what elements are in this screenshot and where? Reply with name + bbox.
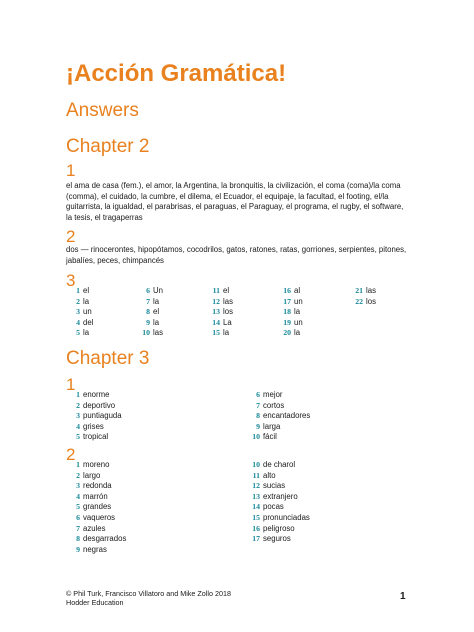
answer-text: alto bbox=[263, 470, 276, 480]
answer-text: deportivo bbox=[83, 400, 116, 410]
answer-text: extranjero bbox=[263, 491, 298, 501]
answer-number: 17 bbox=[283, 296, 291, 306]
ch3-exercise-2-number: 2 bbox=[66, 445, 76, 464]
answer-text: la bbox=[294, 328, 301, 338]
answer-text: sucias bbox=[263, 481, 286, 491]
answer-number: 8 bbox=[256, 411, 260, 421]
answer-text: grises bbox=[83, 421, 104, 431]
answer-number: 10 bbox=[252, 460, 260, 469]
answer-number: 3 bbox=[76, 481, 80, 491]
answer-item bbox=[66, 502, 126, 513]
answer-item bbox=[66, 297, 93, 308]
answer-number: 1 bbox=[76, 390, 80, 399]
answer-item bbox=[66, 492, 126, 503]
answer-number: 8 bbox=[76, 534, 80, 544]
answer-text: un bbox=[294, 317, 303, 327]
answer-item bbox=[136, 297, 163, 308]
answer-number: 5 bbox=[76, 432, 80, 442]
answer-item bbox=[66, 534, 126, 545]
ch2-exercise-2-number: 2 bbox=[66, 227, 76, 246]
ch2-ex3-column bbox=[206, 286, 233, 339]
answer-item bbox=[66, 318, 93, 329]
answer-number: 2 bbox=[76, 400, 80, 410]
answer-item bbox=[246, 492, 310, 503]
answer-item bbox=[66, 411, 122, 422]
answer-number: 22 bbox=[355, 296, 363, 306]
answer-text: desgarrados bbox=[83, 534, 127, 544]
answer-text: azules bbox=[83, 523, 106, 533]
answer-text: el bbox=[223, 286, 230, 295]
answer-number: 14 bbox=[212, 317, 220, 327]
answer-text: el bbox=[83, 286, 90, 295]
answer-text: La bbox=[223, 317, 232, 327]
answer-item bbox=[66, 545, 126, 556]
ch2-exercise-3-answers bbox=[66, 286, 406, 342]
answer-number: 4 bbox=[76, 491, 80, 501]
page-number: 1 bbox=[400, 591, 406, 602]
answer-item bbox=[136, 286, 163, 297]
answer-item bbox=[246, 481, 310, 492]
answer-item bbox=[66, 422, 122, 433]
answer-item bbox=[277, 328, 303, 339]
answer-item bbox=[206, 318, 233, 329]
answer-text: vaqueros bbox=[83, 512, 116, 522]
answer-text: la bbox=[153, 296, 160, 306]
ch2-ex3-column bbox=[136, 286, 163, 339]
answer-text: los bbox=[366, 296, 376, 306]
answer-item bbox=[66, 328, 93, 339]
answer-item bbox=[246, 390, 310, 401]
answer-number: 9 bbox=[146, 317, 150, 327]
answer-number: 18 bbox=[283, 307, 291, 317]
ch2-exercise-1-answer: el ama de casa (fem.), el amor, la Argentina, la bronquitis, la civilización, el coma (coma)/la coma (comma), el cuidado, la cumbre, el dilema, el Ecuador, el equipaje, la facultad, el footing, el/la guitarrista, la igualdad, el parabrisas, el paraguas, el Paraguay, el programa, el rugby, el software, la tesis, el tragaperras bbox=[66, 181, 404, 222]
answer-number: 7 bbox=[146, 296, 150, 306]
answer-number: 20 bbox=[283, 328, 291, 338]
answer-item bbox=[277, 286, 303, 297]
answer-text: los bbox=[223, 307, 233, 317]
answer-number: 7 bbox=[256, 400, 260, 410]
answer-item bbox=[66, 286, 93, 297]
ch3-ex1-column bbox=[246, 390, 310, 443]
answer-number: 14 bbox=[252, 502, 260, 512]
answer-text: pocas bbox=[263, 502, 284, 512]
ch3-ex2-column bbox=[246, 460, 310, 545]
answer-item bbox=[277, 318, 303, 329]
answer-number: 6 bbox=[256, 390, 260, 399]
answer-item bbox=[206, 328, 233, 339]
answer-item bbox=[246, 401, 310, 412]
answer-text: las bbox=[223, 296, 233, 306]
answer-number: 3 bbox=[76, 411, 80, 421]
answer-text: Un bbox=[153, 286, 163, 295]
answer-text: la bbox=[294, 307, 301, 317]
answer-number: 5 bbox=[76, 502, 80, 512]
answer-number: 2 bbox=[76, 296, 80, 306]
answer-item bbox=[277, 307, 303, 318]
answer-number: 1 bbox=[76, 460, 80, 469]
chapter-2-heading: Chapter 2 bbox=[66, 136, 150, 157]
answer-number: 9 bbox=[76, 544, 80, 554]
answer-number: 19 bbox=[283, 317, 291, 327]
answer-item bbox=[246, 432, 310, 443]
answer-number: 11 bbox=[252, 470, 260, 480]
answer-number: 17 bbox=[252, 534, 260, 544]
answer-number: 4 bbox=[76, 421, 80, 431]
footer bbox=[66, 589, 231, 607]
answer-text: negras bbox=[83, 544, 107, 554]
answer-item bbox=[66, 513, 126, 524]
answer-item bbox=[246, 460, 310, 471]
answer-text: tropical bbox=[83, 432, 109, 442]
answer-item bbox=[66, 481, 126, 492]
ch2-ex3-column bbox=[277, 286, 303, 339]
ch2-exercise-2-answer: dos — rinocerontes, hipopótamos, cocodrilos, gatos, ratones, ratas, gorriones, serpientes, pitones, jabalíes, peces, chimpancés bbox=[66, 245, 407, 265]
answer-item bbox=[66, 471, 126, 482]
answer-text: puntiaguda bbox=[83, 411, 122, 421]
answer-item bbox=[206, 286, 233, 297]
copyright-line: © Phil Turk, Francisco Villatoro and Mike Zollo 2018 bbox=[66, 589, 231, 598]
answer-text: marrón bbox=[83, 491, 108, 501]
ch3-exercise-1-number: 1 bbox=[66, 375, 76, 394]
answer-item bbox=[246, 524, 310, 535]
answer-item bbox=[136, 318, 163, 329]
answer-number: 12 bbox=[252, 481, 260, 491]
answer-number: 7 bbox=[76, 523, 80, 533]
ch2-exercise-3-number: 3 bbox=[66, 271, 76, 290]
answer-item bbox=[246, 422, 310, 433]
answer-text: pronunciadas bbox=[263, 512, 310, 522]
page-title: ¡Acción Gramática! bbox=[66, 60, 287, 87]
answer-text: enorme bbox=[83, 390, 110, 399]
answer-number: 6 bbox=[76, 512, 80, 522]
answer-text: mejor bbox=[263, 390, 283, 399]
answer-text: al bbox=[294, 286, 301, 295]
answer-number: 5 bbox=[76, 328, 80, 338]
answer-text: seguros bbox=[263, 534, 291, 544]
answer-number: 16 bbox=[283, 286, 291, 295]
answer-number: 1 bbox=[76, 286, 80, 295]
answer-item bbox=[246, 471, 310, 482]
answer-text: moreno bbox=[83, 460, 110, 469]
answer-number: 11 bbox=[212, 286, 220, 295]
answer-number: 21 bbox=[355, 286, 363, 295]
answer-text: un bbox=[294, 296, 303, 306]
answer-text: largo bbox=[83, 470, 101, 480]
answer-number: 4 bbox=[76, 317, 80, 327]
answer-item bbox=[66, 524, 126, 535]
answer-text: de charol bbox=[263, 460, 296, 469]
answer-number: 9 bbox=[256, 421, 260, 431]
answer-text: las bbox=[366, 286, 376, 295]
answer-text: cortos bbox=[263, 400, 285, 410]
ch3-ex2-column bbox=[66, 460, 126, 555]
answer-number: 12 bbox=[212, 296, 220, 306]
answer-item bbox=[246, 411, 310, 422]
answer-text: grandes bbox=[83, 502, 112, 512]
answer-text: encantadores bbox=[263, 411, 311, 421]
answer-item bbox=[66, 460, 126, 471]
answer-text: larga bbox=[263, 421, 281, 431]
answer-number: 15 bbox=[212, 328, 220, 338]
answer-item bbox=[66, 432, 122, 443]
answer-text: la bbox=[83, 296, 90, 306]
publisher-line: Hodder Education bbox=[66, 598, 124, 607]
ch2-exercise-1-number: 1 bbox=[66, 161, 76, 180]
answer-number: 6 bbox=[146, 286, 150, 295]
answer-item bbox=[66, 390, 122, 401]
answer-number: 3 bbox=[76, 307, 80, 317]
answer-number: 13 bbox=[212, 307, 220, 317]
answer-number: 13 bbox=[252, 491, 260, 501]
answer-item bbox=[349, 286, 376, 297]
answer-item bbox=[66, 401, 122, 412]
answer-text: peligroso bbox=[263, 523, 295, 533]
answer-text: un bbox=[83, 307, 92, 317]
answer-item bbox=[206, 307, 233, 318]
answer-item bbox=[136, 328, 163, 339]
answer-item bbox=[349, 297, 376, 308]
answer-number: 10 bbox=[142, 328, 150, 338]
answer-number: 16 bbox=[252, 523, 260, 533]
answer-item bbox=[246, 513, 310, 524]
answer-item bbox=[246, 502, 310, 513]
ch2-ex3-column bbox=[66, 286, 93, 339]
answer-item bbox=[66, 307, 93, 318]
answer-text: la bbox=[153, 317, 160, 327]
answers-heading: Answers bbox=[66, 100, 139, 121]
answer-number: 15 bbox=[252, 512, 260, 522]
answer-item bbox=[136, 307, 163, 318]
ch3-exercise-1-answers bbox=[66, 390, 406, 446]
answer-item bbox=[246, 534, 310, 545]
answer-text: las bbox=[153, 328, 163, 338]
ch2-ex3-column bbox=[349, 286, 376, 307]
answer-text: redonda bbox=[83, 481, 112, 491]
chapter-3-heading: Chapter 3 bbox=[66, 348, 150, 369]
answer-number: 8 bbox=[146, 307, 150, 317]
answer-number: 10 bbox=[252, 432, 260, 442]
ch3-ex1-column bbox=[66, 390, 122, 443]
answer-text: la bbox=[83, 328, 90, 338]
answer-text: del bbox=[83, 317, 94, 327]
answer-number: 2 bbox=[76, 470, 80, 480]
answer-text: la bbox=[223, 328, 230, 338]
answer-item bbox=[206, 297, 233, 308]
answer-text: fácil bbox=[263, 432, 277, 442]
ch3-exercise-2-answers bbox=[66, 460, 406, 556]
answer-text: el bbox=[153, 307, 160, 317]
answer-item bbox=[277, 297, 303, 308]
